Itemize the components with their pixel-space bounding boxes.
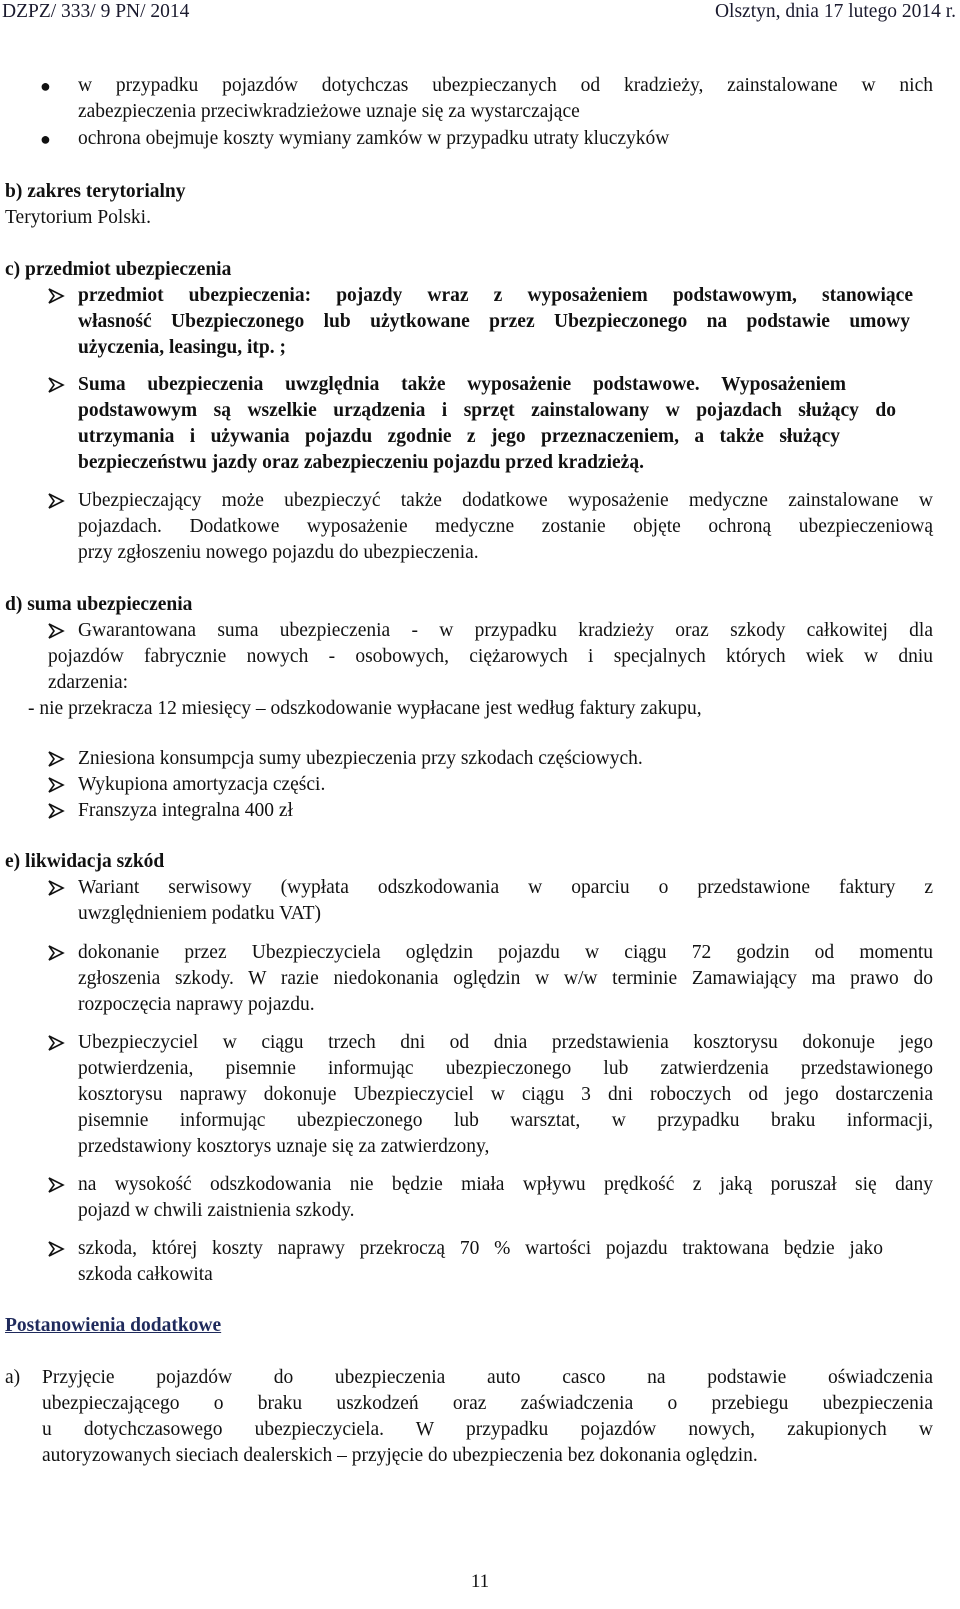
bullet-text: zabezpieczenia przeciwkradzieżowe uznaje się za wystarczające xyxy=(78,101,580,122)
section-c-item3-line: pojazdach. Dodatkowe wyposażenie medyczne zostanie objęte ochroną ubezpieczeniową xyxy=(78,516,933,537)
section-d-item1-line: pojazdów fabrycznie nowych - osobowych, ciężarowych i specjalnych których wiek w dniu xyxy=(48,646,933,667)
section-c-item3-line: przy zgłoszeniu nowego pojazdu do ubezpieczenia. xyxy=(78,542,479,563)
section-c-item2-line: bezpieczeństwu jazdy oraz zabezpieczeniu pojazdu przed kradzieżą. xyxy=(78,452,644,473)
section-c-item1-line: przedmiot ubezpieczenia: pojazdy wraz z wyposażeniem podstawowym, stanowiące xyxy=(78,285,913,306)
arrow-bullet-icon xyxy=(46,1239,66,1259)
section-e-item1-line: Wariant serwisowy (wypłata odszkodowania w oparciu o przedstawione faktury z xyxy=(78,877,933,898)
section-e-item1-line: uwzględnieniem podatku VAT) xyxy=(78,903,321,924)
arrow-bullet-icon xyxy=(46,375,66,395)
postanowienia-title: Postanowienia dodatkowe xyxy=(5,1315,222,1336)
postanowienia-line: u dotychczasowego ubezpieczyciela. W przypadku pojazdów nowych, zakupionych w xyxy=(42,1419,933,1440)
page-number: 11 xyxy=(470,1571,490,1592)
section-e-item3-line: potwierdzenia, pisemnie informując ubezpieczonego lub zatwierdzenia przedstawionego xyxy=(78,1058,933,1079)
section-c-item3-line: Ubezpieczający może ubezpieczyć także dodatkowe wyposażenie medyczne zainstalowane w xyxy=(78,490,933,511)
section-e-item3-line: Ubezpieczyciel w ciągu trzech dni od dnia przedstawienia kosztorysu dokonuje jego xyxy=(78,1032,933,1053)
bullet-dot: ● xyxy=(40,129,51,149)
postanowienia-line: autoryzowanych sieciach dealerskich – przyjęcie do ubezpieczenia bez dokonania oględzin. xyxy=(42,1445,758,1466)
arrow-bullet-icon xyxy=(46,621,66,641)
bullet-text: w przypadku pojazdów dotychczas ubezpieczanych od kradzieży, zainstalowane w nich xyxy=(78,75,933,96)
bullet-dot: ● xyxy=(40,76,51,96)
section-d-dash-line: - nie przekracza 12 miesięcy – odszkodowanie wypłacane jest według faktury zakupu, xyxy=(28,698,702,719)
section-e-item4-line: na wysokość odszkodowania nie będzie miała wpływu prędkość z jaką poruszał się dany xyxy=(78,1174,933,1195)
arrow-bullet-icon xyxy=(46,286,66,306)
postanowienia-line: Przyjęcie pojazdów do ubezpieczenia auto casco na podstawie oświadczenia xyxy=(42,1367,933,1388)
section-c-item2-line: podstawowym są wszelkie urządzenia i sprzęt zainstalowany w pojazdach służący do xyxy=(78,400,896,421)
section-e-item2-line: dokonanie przez Ubezpieczyciela oględzin pojazdu w ciągu 72 godzin od momentu xyxy=(78,942,933,963)
section-e-item5-line: szkoda, której koszty naprawy przekroczą 70 % wartości pojazdu traktowana będzie jako xyxy=(78,1238,883,1259)
arrow-bullet-icon xyxy=(46,801,66,821)
arrow-bullet-icon xyxy=(46,775,66,795)
arrow-bullet-icon xyxy=(46,749,66,769)
section-b-title: b) zakres terytorialny xyxy=(5,181,186,202)
section-d-item: Wykupiona amortyzacja części. xyxy=(78,774,326,795)
bullet-text: ochrona obejmuje koszty wymiany zamków w przypadku utraty kluczyków xyxy=(78,128,670,149)
section-d-item: Franszyza integralna 400 zł xyxy=(78,800,293,821)
postanowienia-line: ubezpieczającego o braku uszkodzeń oraz zaświadczenia o przebiegu ubezpieczenia xyxy=(42,1393,933,1414)
section-e-item4-line: pojazd w chwili zaistnienia szkody. xyxy=(78,1200,355,1221)
section-d-item1-line: zdarzenia: xyxy=(48,672,129,693)
section-c-item2-line: Suma ubezpieczenia uwzględnia także wyposażenie podstawowe. Wyposażeniem xyxy=(78,374,846,395)
arrow-bullet-icon xyxy=(46,1033,66,1053)
postanowienia-label: a) xyxy=(5,1367,21,1388)
section-e-item3-line: przedstawiony kosztorys uznaje się za zatwierdzony, xyxy=(78,1136,490,1157)
header-date: Olsztyn, dnia 17 lutego 2014 r. xyxy=(714,1,956,22)
section-d-title: d) suma ubezpieczenia xyxy=(5,594,193,615)
section-b-text: Terytorium Polski. xyxy=(5,207,151,228)
arrow-bullet-icon xyxy=(46,943,66,963)
section-c-item1-line: własność Ubezpieczonego lub użytkowane przez Ubezpieczonego na podstawie umowy xyxy=(78,311,910,332)
section-e-title: e) likwidacja szkód xyxy=(5,851,165,872)
section-d-item: Zniesiona konsumpcja sumy ubezpieczenia przy szkodach częściowych. xyxy=(78,748,643,769)
section-d-item1-line: Gwarantowana suma ubezpieczenia - w przypadku kradzieży oraz szkody całkowitej dla xyxy=(78,620,933,641)
section-e-item3-line: pisemnie informując ubezpieczonego lub warsztat, w przypadku braku informacji, xyxy=(78,1110,933,1131)
header-document-id: DZPZ/ 333/ 9 PN/ 2014 xyxy=(2,1,190,22)
section-c-item2-line: utrzymania i używania pojazdu zgodnie z jego przeznaczeniem, a także służący xyxy=(78,426,840,447)
arrow-bullet-icon xyxy=(46,878,66,898)
section-e-item2-line: rozpoczęcia naprawy pojazdu. xyxy=(78,994,315,1015)
section-e-item2-line: zgłoszenia szkody. W razie niedokonania oględzin w w/w terminie Zamawiający ma prawo do xyxy=(78,968,933,989)
arrow-bullet-icon xyxy=(46,491,66,511)
section-e-item3-line: kosztorysu naprawy dokonuje Ubezpieczyciel w ciągu 3 dni roboczych od jego dostarczenia xyxy=(78,1084,933,1105)
arrow-bullet-icon xyxy=(46,1175,66,1195)
section-c-item1-line: użyczenia, leasingu, itp. ; xyxy=(78,337,286,358)
section-c-title: c) przedmiot ubezpieczenia xyxy=(5,259,232,280)
section-e-item5-line: szkoda całkowita xyxy=(78,1264,213,1285)
